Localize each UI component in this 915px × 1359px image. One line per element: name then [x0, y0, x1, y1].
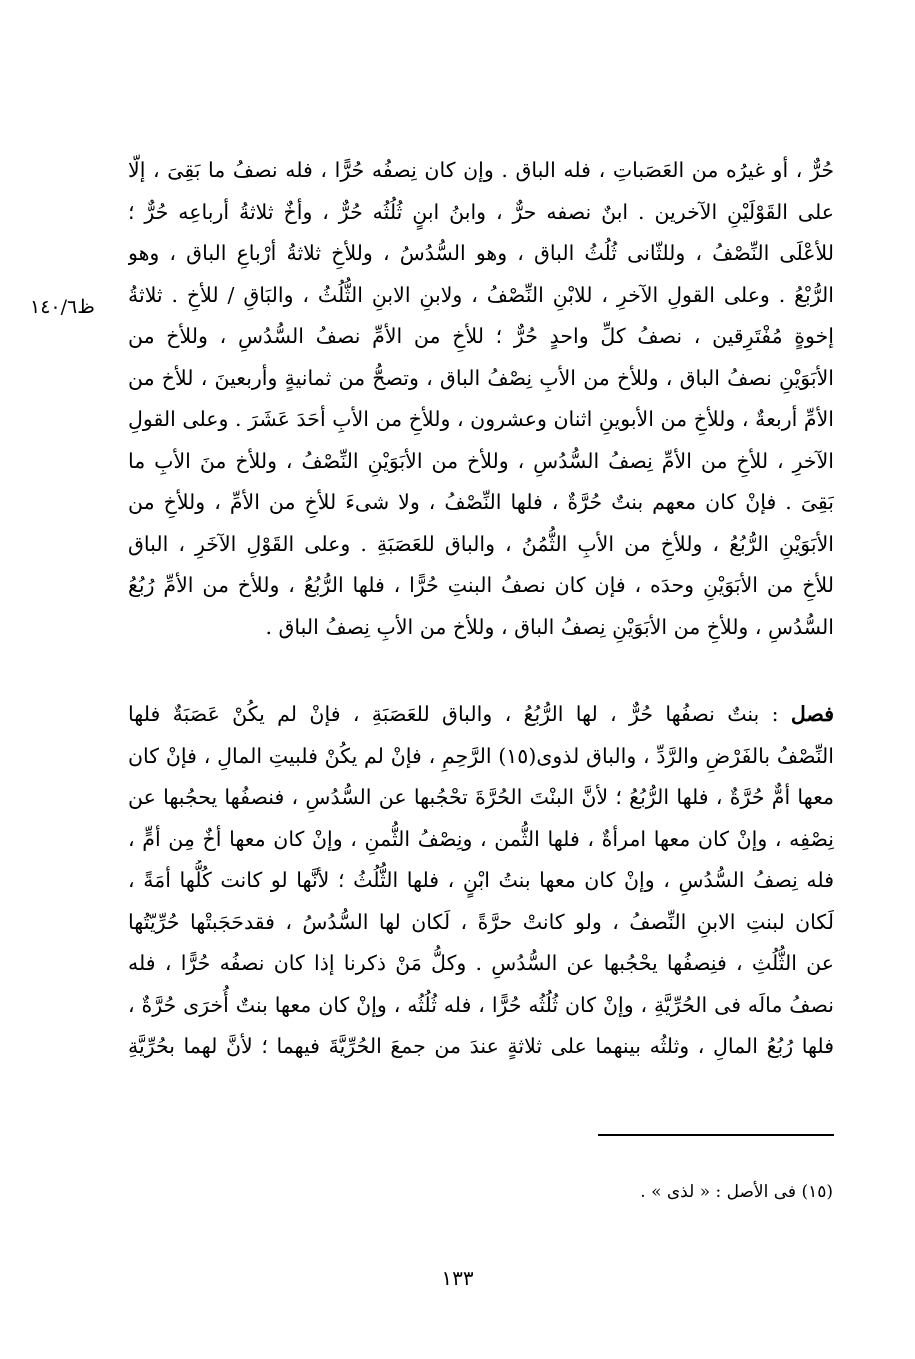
text-line: الأبَوَيْنِ نصفُ الباق ، وللأخ من الأبِ نِصْفُ الباق ، وتصحُّ من ثمانيةٍ وأربعينَ ، للأخ من [128, 365, 834, 390]
margin-folio-note: ظ١٤٠/٦ [30, 296, 95, 318]
page-number: ١٣٣ [441, 1266, 474, 1290]
text-line: نصفُ مالَه فى الحُرِّيَّةِ ، وإنْ كان ثُلُثُه حُرًّا ، فله ثُلُثُه ، وإنْ كان معها بنتٌ أُخرَى حُرَّةٌ ، [128, 992, 834, 1017]
paragraph-2 [128, 694, 834, 1068]
text-line: على القَوْلَيْنِ الآخرين . ابنٌ نصفه حرٌّ ، وابنُ ابنٍ ثُلُثُه حُرٌّ ، وأخٌ ثلاثةُ أرباعِه حُرٌّ ؛ [128, 199, 834, 224]
text-line-with-heading [128, 694, 834, 736]
text-line: معها أمٌّ حُرَّةٌ ، فلها الرُّبُعُ ؛ لأنَّ البنْتَ الحُرَّةَ تحْجُبها عن السُّدُسِ ، فنصفُها يحجُبها عن [128, 785, 834, 809]
text-line: فلها رُبُعُ المالِ ، وثلثُه بينهما على ثلاثةٍ عندَ من جمعَ الحُرِّيَّةَ فيهما ؛ لأنَّ لهما بحُرِّيَّةِ [128, 1034, 834, 1058]
footnote-separator [598, 1134, 834, 1136]
paragraph-1 [128, 150, 834, 648]
text-line-rest: : بنتٌ نصفُها حُرٌّ ، لها الرُّبُعُ ، والباق للعَصَبَةِ ، فإنْ لم يكُنْ عَصَبَةٌ فلها [128, 702, 779, 726]
text-line: للأعْلَى النِّصْفُ ، وللثّانى ثُلُثُ الباق ، وهو السُّدُسُ ، وللأخِ ثلاثةُ أرْباعِ الباق ، وهو [128, 241, 834, 265]
text-line: الأمِّ أربعةٌ ، وللأخِ من الأبوينِ اثنان وعشرون ، وللأخِ من الأبِ أحَدَ عَشَرَ . وعلى القولِ [128, 407, 834, 431]
text-line: بَقِىَ . فإنْ كان معهم بنتٌ حُرَّةٌ ، فلها النِّصْفُ ، ولا شىءَ للأخِ من الأمِّ ، وللأخِ من [128, 490, 834, 514]
text-line: عن الثُّلُثِ ، فنِصفُها يحْجُبها عن السُّدُسِ . وكلُّ مَنْ ذكرنا إذا كان نصفُه حُرًّا ، فله [128, 951, 834, 975]
text-line: النِّصْفُ بالفَرْضِ والرَّدِّ ، والباق لذوى(١٥) الرَّحِمِ ، فإنْ لم يكُنْ فلبيتِ المالِ ، فإنْ كان [128, 743, 834, 768]
text-line: لَكان لبنتِ الابنِ النِّصفُ ، ولو كانتْ حرَّةً ، لَكان لها السُّدُسُ ، فقدحَجَبتْها حُرِّيّتُها [128, 909, 834, 934]
text-line: للأخِ من الأبَوَيْنِ وحدَه ، فإن كان نصفُ البنتِ حُرًّا ، فلها الرُّبُعُ ، وللأخ من الأمِّ رُبُعُ [128, 573, 834, 597]
section-heading: فصل [790, 702, 834, 726]
footnote: (١٥) فى الأصل : « لذى » . [640, 1182, 833, 1202]
text-line: الآخرِ ، للأخِ من الأمِّ نِصفُ السُّدُسِ ، وللأخ من الأبَوَيْنِ النِّصْفُ ، وللأخ منَ الأبِ ما [128, 448, 834, 473]
text-line: السُّدُسِ ، وللأخِ من الأبَوَيْنِ نِصفُ الباق ، وللأخ من الأبِ نِصفُ الباق . [265, 614, 834, 639]
text-line: إخوةٍ مُفْتَرِقين ، نصفُ كلِّ واحدٍ حُرٌّ ؛ للأخِ من الأمِّ نصفُ السُّدُسِ ، وللأخ من [128, 324, 834, 348]
text-line: الرُّبْعُ . وعلى القولِ الآخرِ ، للابْنِ النِّصْفُ ، ولابنِ الابنِ الثُّلُثُ ، والبَاقِ / للأخِ . ثلاثةُ [128, 282, 834, 307]
text-line: حُرٌّ ، أو غيرُه من العَصَباتِ ، فله الباق . وإن كان نِصفُه حُرًّا ، فله نصفُ ما بَقِىَ ، إلّا [128, 158, 834, 182]
text-line: نِصْفِه ، وإنْ كان معها امرأةٌ ، فلها الثُّمن ، ونِصْفُ الثُّمنِ ، وإنْ كان معها أخٌ مِن أمٍّ ، [128, 826, 834, 851]
text-line: الأبَوَيْنِ الرُّبُعُ ، وللأخِ من الأبِ الثُّمُنُ ، والباق للعَصَبَةِ . وعلى القَوْلِ الآخَرِ ، الباق [128, 531, 834, 556]
text-line: فله نِصفُ السُّدُسِ ، وإنْ كان معها بنتُ ابْنٍ ، فلها الثُّلُثُ ؛ لأنَّها لو كانت كُلُّها أمَةً ، [128, 868, 834, 892]
